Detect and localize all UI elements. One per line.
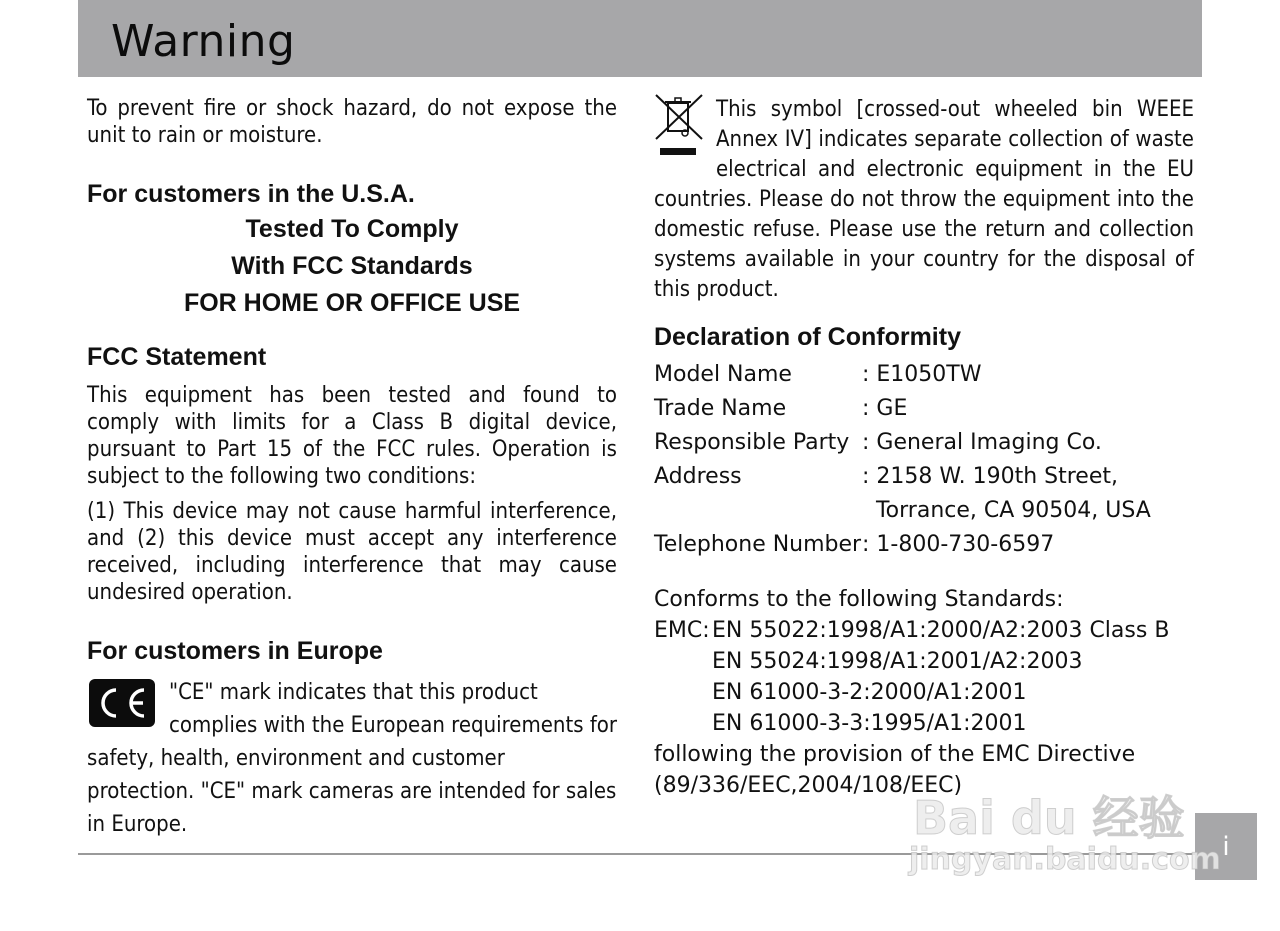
ce-text: "CE" mark indicates that this product complies with the European requirements for safety, health, environment and customer protection. "CE" mark cameras are intended for sales in Europe. [87, 680, 618, 837]
europe-heading: For customers in Europe [87, 637, 383, 665]
doc-heading: Declaration of Conformity [654, 323, 961, 351]
intro-text: To prevent fire or shock hazard, do not expose the unit to rain or moisture. [87, 96, 617, 148]
conforms-text: Conforms to the following Standards: [654, 587, 1064, 612]
watermark-url: jingyan.baidu.com [909, 842, 1221, 877]
fcc-line: FOR HOME OR OFFICE USE [183, 289, 521, 317]
doc-row: Model Name : E1050TW [654, 362, 982, 387]
provision-directive: (89/336/EEC,2004/108/EEC) [654, 773, 963, 798]
footer-divider [78, 853, 1198, 855]
weee-text: This symbol [crossed-out wheeled bin WEEE Annex IV] indicates separate collection of waste electrical and electronic equipment in the EU countries. Please do not throw the equipment into the domestic refuse. Please use the return and collection systems available in your country for the disposal of this product. [654, 97, 1194, 302]
doc-row: Address : 2158 W. 190th Street, [654, 464, 1118, 489]
ce-mark-icon [89, 679, 155, 727]
right-column [654, 95, 1194, 801]
page-title: Warning [111, 16, 296, 67]
usa-heading: For customers in the U.S.A. [87, 180, 415, 208]
emc-standard: EN 61000-3-2:2000/A1:2001 [712, 680, 1027, 705]
doc-row: Torrance, CA 90504, USA [862, 498, 1151, 523]
watermark-brand: Bai du 经验 [913, 791, 1185, 845]
fcc-statement-heading: FCC Statement [87, 343, 267, 371]
doc-row: Trade Name : GE [654, 396, 908, 421]
header-bar [78, 0, 1202, 77]
crossed-out-bin-icon [654, 93, 706, 163]
emc-standard: EN 55022:1998/A1:2000/A2:2003 Class B [712, 618, 1170, 643]
provision-text: following the provision of the EMC Directive [654, 742, 1136, 767]
left-column [87, 95, 617, 841]
emc-label: EMC: [654, 618, 710, 643]
page-badge: i [1195, 813, 1257, 880]
emc-standard: EN 61000-3-3:1995/A1:2001 [712, 711, 1027, 736]
emc-row [654, 615, 1194, 739]
doc-table [654, 358, 1194, 562]
ce-block [87, 676, 617, 841]
fcc-paragraph-2: (1) This device may not cause harmful interference, and (2) this device must accept any interference received, including interference that may cause undesired operation. [87, 499, 617, 605]
fcc-line: With FCC Standards [231, 252, 473, 280]
standards-block [654, 584, 1194, 801]
fcc-line: Tested To Comply [245, 215, 459, 243]
weee-block [654, 95, 1194, 305]
emc-standard: EN 55024:1998/A1:2001/A2:2003 [712, 649, 1083, 674]
doc-row: Telephone Number : 1-800-730-6597 [654, 532, 1055, 557]
fcc-compliance-lines [87, 211, 617, 322]
fcc-paragraph-1: This equipment has been tested and found to comply with limits for a Class B digital device, pursuant to Part 15 of the FCC rules. Operation is subject to the following two conditions: [87, 383, 617, 489]
doc-row: Responsible Party : General Imaging Co. [654, 430, 1102, 455]
